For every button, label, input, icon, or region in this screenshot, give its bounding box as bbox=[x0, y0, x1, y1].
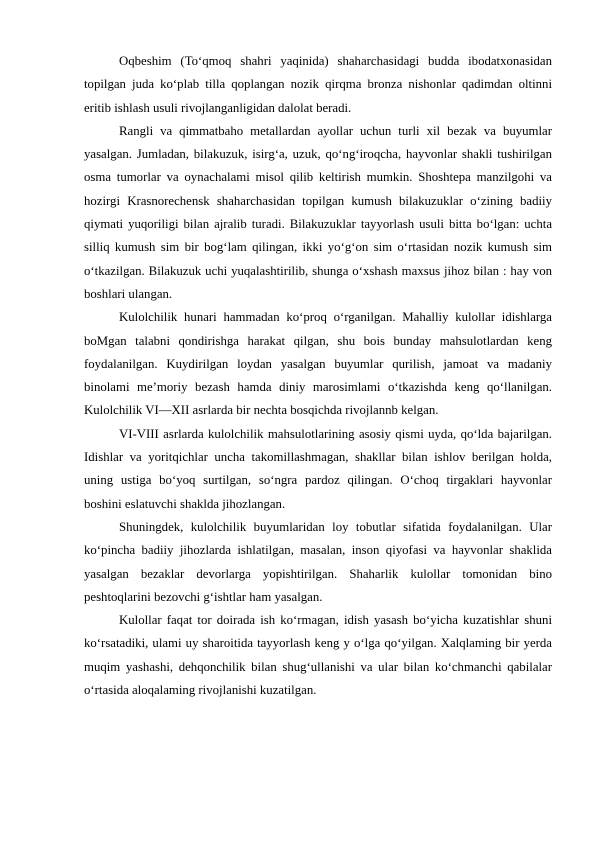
paragraph-1: Oqbeshim (To‘qmoq shahri yaqinida) shaharchasidagi budda ibodatxonasidan topilgan juda ko‘plab tilla qoplangan nozik qirqma bronza nishonlar qadimdan oltinni eritib ishlash usuli rivojlanganligidan dalolat beradi. bbox=[84, 54, 552, 115]
document-page bbox=[84, 50, 552, 702]
paragraph-5: Shuningdek, kulolchilik buyumlaridan loy tobutlar sifatida foydalanilgan. Ular ko‘pincha badiiy jihozlarda ishlatilgan, masalan, inson qiyofasi va hayvonlar shaklida yasalgan bezaklar devorlarga yopishtirilgan. Shaharlik kulollar tomonidan bino peshtoqlarini bezovchi g‘ishtlar ham yasalgan. bbox=[84, 519, 552, 604]
paragraph-4: VI-VIII asrlarda kulolchilik mahsulotlarining asosiy qismi uyda, qo‘lda bajarilgan. Idishlar va yoritqichlar uncha takomillashmagan, shakllar bilan ishlov berilgan holda, uning ustiga bo‘yoq surtilgan, so‘ngra pardoz qilingan. O‘choq tirgaklari hayvonlar boshini eslatuvchi shaklda jihozlangan. bbox=[84, 426, 552, 511]
paragraph-2: Rangli va qimmatbaho metallardan ayollar uchun turli xil bezak va buyumlar yasalgan. Jumladan, bilakuzuk, isirg‘a, uzuk, qo‘ng‘iroqcha, hayvonlar shakli tushirilgan osma tumorlar va oynachalami misol qilib keltirish mumkin. Shoshtepa manzilgohi va hozirgi Krasnorechensk shaharchasidan topilgan kumush bilakuzuklar o‘zining badiiy qiymati yuqoriligi bilan ajralib turadi. Bilakuzuklar tayyorlash usuli bitta bo‘lgan: uchta silliq kumush sim bir bog‘lam qilingan, ikki yo‘g‘on sim o‘rtasidan nozik kumush sim o‘tkazilgan. Bilakuzuk uchi yuqalashtirilib, shunga o‘xshash maxsus jihoz bilan : hay von boshlari ulangan. bbox=[84, 123, 552, 301]
paragraph-3: Kulolchilik hunari hammadan ko‘proq o‘rganilgan. Mahalliy kulollar idishlarga boMgan talabni qondirishga harakat qilgan, shu bois bunday mahsulotlardan keng foydalanilgan. Kuydirilgan loydan yasalgan buyumlar qurilish, jamoat va madaniy binolami me’moriy bezash hamda diniy marosimlami o‘tkazishda keng qo‘llanilgan. Kulolchilik VI—XII asrlarda bir nechta bosqichda rivojlannb kelgan. bbox=[84, 310, 552, 418]
paragraph-6: Kulollar faqat tor doirada ish ko‘rmagan, idish yasash bo‘yicha kuzatishlar shuni ko‘rsatadiki, ulami uy sharoitida tayyorlash keng y o‘lga qo‘yilgan. Xalqlaming bir yerda muqim yashashi, dehqonchilik bilan shug‘ullanishi va ular bilan ko‘chmanchi qabilalar o‘rtasida aloqalaming rivojlanishi kuzatilgan. bbox=[84, 613, 552, 698]
